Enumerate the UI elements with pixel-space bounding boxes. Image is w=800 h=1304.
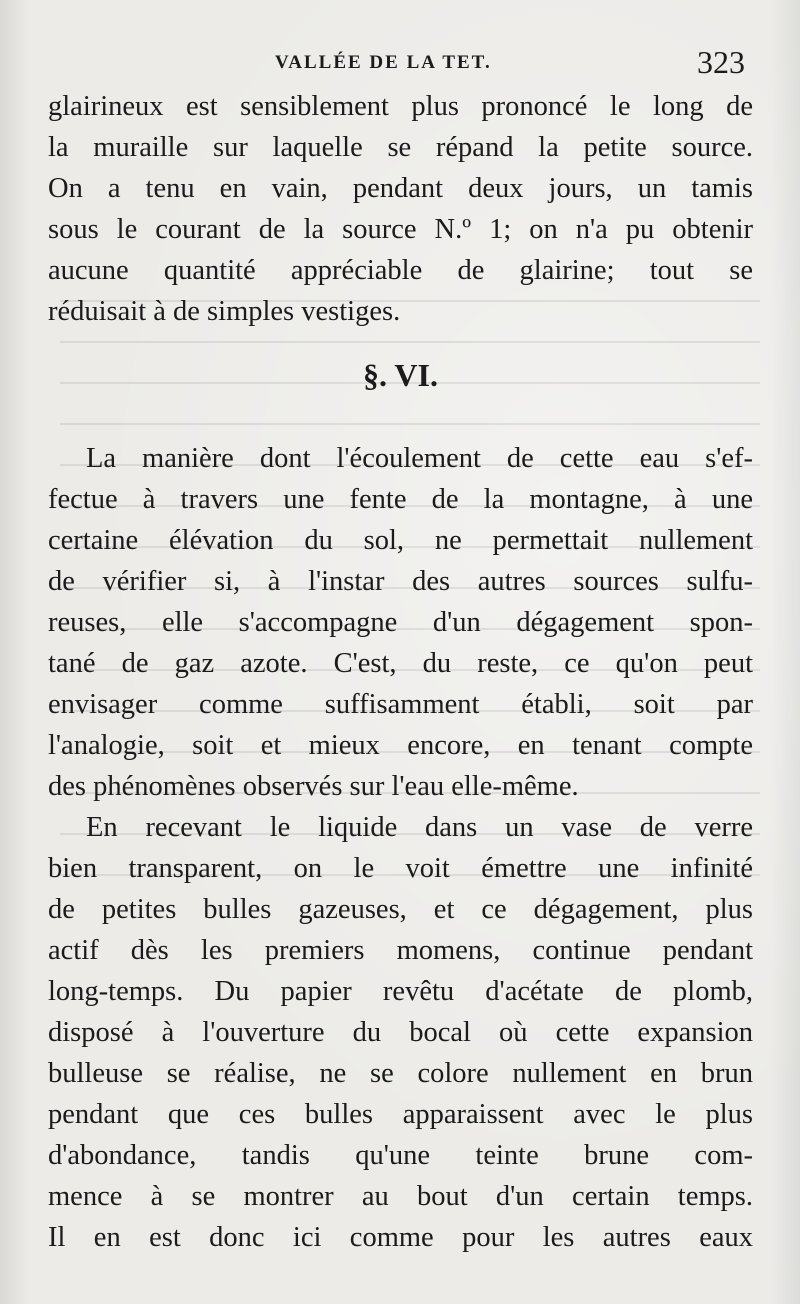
text-line: On a tenu en vain, pendant deux jours, un tamis <box>48 173 753 204</box>
text-line: reuses, elle s'accompagne d'un dégagement spon- <box>48 607 753 638</box>
text-line: long-temps. Du papier revêtu d'acétate de plomb, <box>48 976 753 1007</box>
text-line: bulleuse se réalise, ne se colore nullement en brun <box>48 1058 753 1089</box>
text-line: mence à se montrer au bout d'un certain temps. <box>48 1181 753 1212</box>
text-line: En recevant le liquide dans un vase de verre <box>86 812 753 843</box>
body-text <box>48 86 753 1258</box>
paragraph-1 <box>48 86 753 332</box>
text-line: bien transparent, on le voit émettre une infinité <box>48 853 753 884</box>
text-line: fectue à travers une fente de la montagne, à une <box>48 484 753 515</box>
section-heading: §. VI. <box>363 357 438 393</box>
text-line: d'abondance, tandis qu'une teinte brune com- <box>48 1140 753 1171</box>
text-line: glairineux est sensiblement plus prononcé le long de <box>48 91 753 122</box>
text-line: tané de gaz azote. C'est, du reste, ce qu'on peut <box>48 648 753 679</box>
paragraph-3 <box>48 807 753 1258</box>
text-line: sous le courant de la source N.º 1; on n'a pu obtenir <box>48 214 753 245</box>
text-line: la muraille sur laquelle se répand la petite source. <box>48 132 753 163</box>
text-line: des phénomènes observés sur l'eau elle-même. <box>48 771 579 802</box>
text-line: aucune quantité appréciable de glairine; tout se <box>48 255 753 286</box>
text-line: de vérifier si, à l'instar des autres sources sulfu- <box>48 566 753 597</box>
paragraph-2 <box>48 438 753 807</box>
text-line: La manière dont l'écoulement de cette eau s'ef- <box>86 443 753 474</box>
text-line: certaine élévation du sol, ne permettait nullement <box>48 525 753 556</box>
text-line: disposé à l'ouverture du bocal où cette expansion <box>48 1017 753 1048</box>
text-line: de petites bulles gazeuses, et ce dégagement, plus <box>48 894 753 925</box>
text-line: réduisait à de simples vestiges. <box>48 296 401 327</box>
page-number: 323 <box>697 44 745 80</box>
text-line: Il en est donc ici comme pour les autres eaux <box>48 1222 753 1253</box>
running-head <box>0 44 800 84</box>
text-line: l'analogie, soit et mieux encore, en tenant compte <box>48 730 753 761</box>
text-line: envisager comme suffisamment établi, soit par <box>48 689 753 720</box>
text-line: actif dès les premiers momens, continue pendant <box>48 935 753 966</box>
text-line: pendant que ces bulles apparaissent avec le plus <box>48 1099 753 1130</box>
running-title: VALLÉE DE LA TET. <box>275 52 492 73</box>
